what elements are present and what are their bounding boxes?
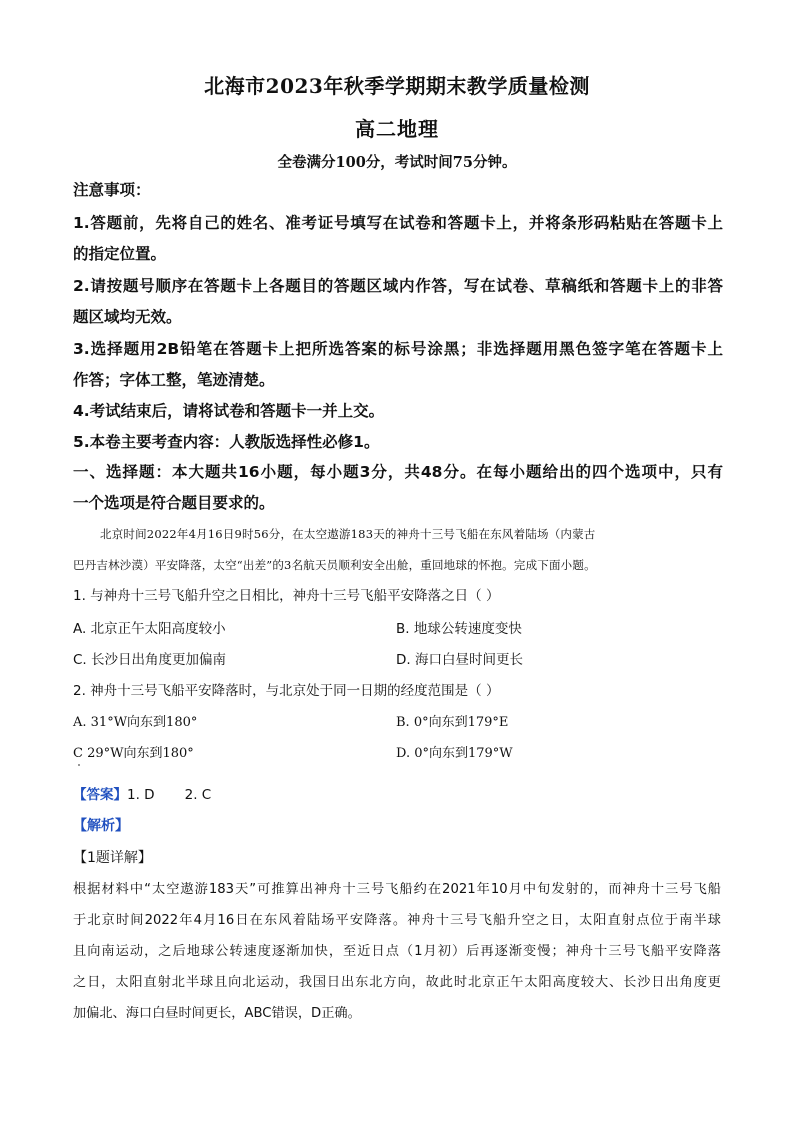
subject-title: 高二地理 bbox=[355, 117, 439, 141]
notice-line: 2.请按题号顺序在答题卡上各题目的答题区域内作答，写在试卷、草稿纸和答题卡上的非答 bbox=[73, 277, 723, 295]
analysis-line: 根据材料中“太空遨游183天”可推算出神舟十三号飞船约在2021年10月中旬发射的，而神舟十三号飞船 bbox=[73, 882, 721, 897]
analysis-line: 之日，太阳直射北半球且向北运动，我国日出东北方向，故此时北京正午太阳高度较大、长沙日出角度更 bbox=[73, 975, 721, 990]
notice-heading: 注意事项： bbox=[73, 181, 151, 199]
analysis-line: 且向南运动，之后地球公转速度逐渐加快，至近日点（1月初）后再逐渐变慢；神舟十三号飞船平安降落 bbox=[73, 944, 721, 959]
notice-line: 1.答题前，先将自己的姓名、准考证号填写在试卷和答题卡上，并将条形码粘贴在答题卡上 bbox=[73, 214, 723, 232]
section-heading: 一个选项是符合题目要求的。 bbox=[73, 494, 275, 512]
exam-title: 北海市2023年秋季学期期末教学质量检测 bbox=[204, 74, 590, 98]
question-option: A. 31°W向东到180° bbox=[73, 715, 198, 730]
question-option: C 29°W向东到180° bbox=[73, 746, 194, 761]
question-option: D. 0°向东到179°W bbox=[396, 746, 513, 761]
detail-tag: 【1题详解】 bbox=[73, 850, 152, 866]
notice-line: 4.考试结束后，请将试卷和答题卡一并上交。 bbox=[73, 402, 385, 420]
question-option: B. 地球公转速度变快 bbox=[396, 621, 522, 637]
question-option: A. 北京正午太阳高度较小 bbox=[73, 621, 226, 637]
notice-line: 的指定位置。 bbox=[73, 245, 167, 263]
analysis-tag: 【解析】 bbox=[73, 818, 129, 834]
notice-line: 作答；字体工整，笔迹清楚。 bbox=[73, 371, 275, 389]
material-text: 巴丹吉林沙漠）平安降落，太空“出差”的3名航天员顺利安全出舱，重回地球的怀抱。完成下面小题。 bbox=[73, 558, 596, 572]
analysis-line: 加偏北、海口白昼时间更长，ABC错误，D正确。 bbox=[73, 1006, 361, 1021]
question-option: D. 海口白昼时间更长 bbox=[396, 652, 523, 668]
exam-info: 全卷满分100分，考试时间75分钟。 bbox=[277, 154, 517, 171]
answer-text: 1. D 2. C bbox=[127, 787, 212, 803]
notice-line: 3.选择题用2B铅笔在答题卡上把所选答案的标号涂黑；非选择题用黑色签字笔在答题卡上 bbox=[73, 340, 723, 358]
answer-line bbox=[73, 785, 211, 805]
material-text: 北京时间2022年4月16日9时56分，在太空遨游183天的神舟十三号飞船在东风着陆场（内蒙古 bbox=[100, 527, 596, 541]
section-heading: 一、选择题：本大题共16小题，每小题3分，共48分。在每小题给出的四个选项中，只有 bbox=[73, 463, 723, 481]
notice-line: 题区域均无效。 bbox=[73, 308, 182, 326]
notice-line: 5.本卷主要考查内容：人教版选择性必修1。 bbox=[73, 433, 380, 451]
answer-tag: 【答案】 bbox=[73, 787, 127, 803]
question-stem: 2. 神舟十三号飞船平安降落时，与北京处于同一日期的经度范围是（ ） bbox=[73, 683, 500, 699]
analysis-line: 于北京时间2022年4月16日在东风着陆场平安降落。神舟十三号飞船升空之日，太阳直射点位于南半球 bbox=[73, 913, 721, 928]
question-option: C. 长沙日出角度更加偏南 bbox=[73, 652, 227, 668]
question-stem: 1. 与神舟十三号飞船升空之日相比，神舟十三号飞船平安降落之日（ ） bbox=[73, 588, 500, 604]
stray-dot bbox=[78, 764, 80, 766]
question-option: B. 0°向东到179°E bbox=[396, 715, 509, 730]
